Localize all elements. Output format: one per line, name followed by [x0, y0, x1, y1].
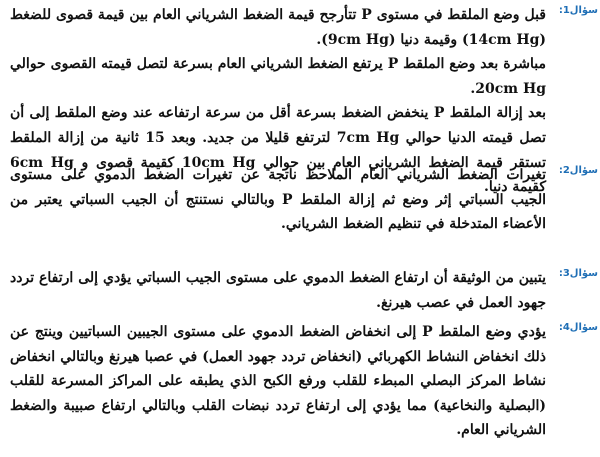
question-1-label	[558, 5, 598, 16]
question-3-answer	[10, 266, 546, 315]
question-2-answer	[10, 163, 546, 237]
question-label-text: سؤال	[569, 268, 598, 279]
answer-paragraph: تغيرات الضغط الشرياني العام الملاحظ ناتجة عن تغيرات الضغط الدموي على مستوى الجيب السباتي إثر وضع ثم إزالة الملقط P وبالتالي نستنتج أن الجيب السباتي يعتبر من الأعضاء المتدخلة في تنظيم الضغط الشرياني.	[10, 167, 546, 233]
answer-paragraph: يتبين من الوثيقة أن ارتفاع الضغط الدموي على مستوى الجيب السباتي يؤدي إلى ارتفاع تردد جهود العمل في عصب هيرنغ.	[10, 270, 546, 311]
answer-paragraph: قبل وضع الملقط في مستوى P تتأرجح قيمة الضغط الشرياني العام بين قيمة قصوى للضغط (14cm Hg) وقيمة دنيا (9cm Hg).	[10, 7, 547, 48]
label-colon: :	[558, 165, 563, 176]
label-colon: :	[558, 322, 563, 333]
question-label-text: سؤال	[569, 5, 598, 16]
question-2-block	[4, 163, 600, 237]
question-2-label	[558, 165, 598, 176]
question-number: 3	[562, 268, 570, 279]
label-colon: :	[558, 5, 563, 16]
answer-paragraph: بعد إزالة الملقط P ينخفض الضغط بسرعة أقل من سرعة ارتفاعه عند وضع الملقط إلى أن تصل قيمته الدنيا حوالي 7cm Hg لترتفع قليلا من جديد. وبعد 15 ثانية من إزالة الملقط تستقر قيمة الضغط الشرياني العام بين حوالي 10cm Hg كقيمة قصوى و 6cm Hg كقيمة دنيا.	[10, 105, 547, 196]
label-colon: :	[558, 268, 563, 279]
question-label-text: سؤال	[569, 322, 598, 333]
question-number: 4	[562, 322, 570, 333]
question-4-block	[4, 320, 600, 443]
question-4-answer	[10, 320, 546, 443]
question-3-block	[4, 266, 600, 315]
answer-paragraph: يؤدي وضع الملقط P إلى انخفاض الضغط الدموي على مستوى الجيبين السباتيين وينتج عن ذلك انخفاض النشاط الكهربائي (انخفاض تردد جهود العمل) في عصبا هيرنغ وبالتالي انخفاض نشاط المركز البصلي المبطء للقلب ورفع الكبح الذي يطبقه على المراكز المسرعة للقلب (البصلية والنخاعية) مما يؤدي إلى ارتفاع تردد نبضات القلب وبالتالي ارتفاع صبيبة والضغط الشرياني العام.	[10, 324, 546, 439]
question-3-label	[558, 268, 598, 279]
question-4-label	[558, 322, 598, 333]
question-number: 2	[562, 165, 570, 176]
answer-paragraph: مباشرة بعد وضع الملقط P يرتفع الضغط الشرياني العام بسرعة لتصل قيمته القصوى حوالي 20cm Hg.	[10, 56, 546, 97]
question-label-text: سؤال	[569, 165, 598, 176]
question-number: 1	[562, 5, 570, 16]
